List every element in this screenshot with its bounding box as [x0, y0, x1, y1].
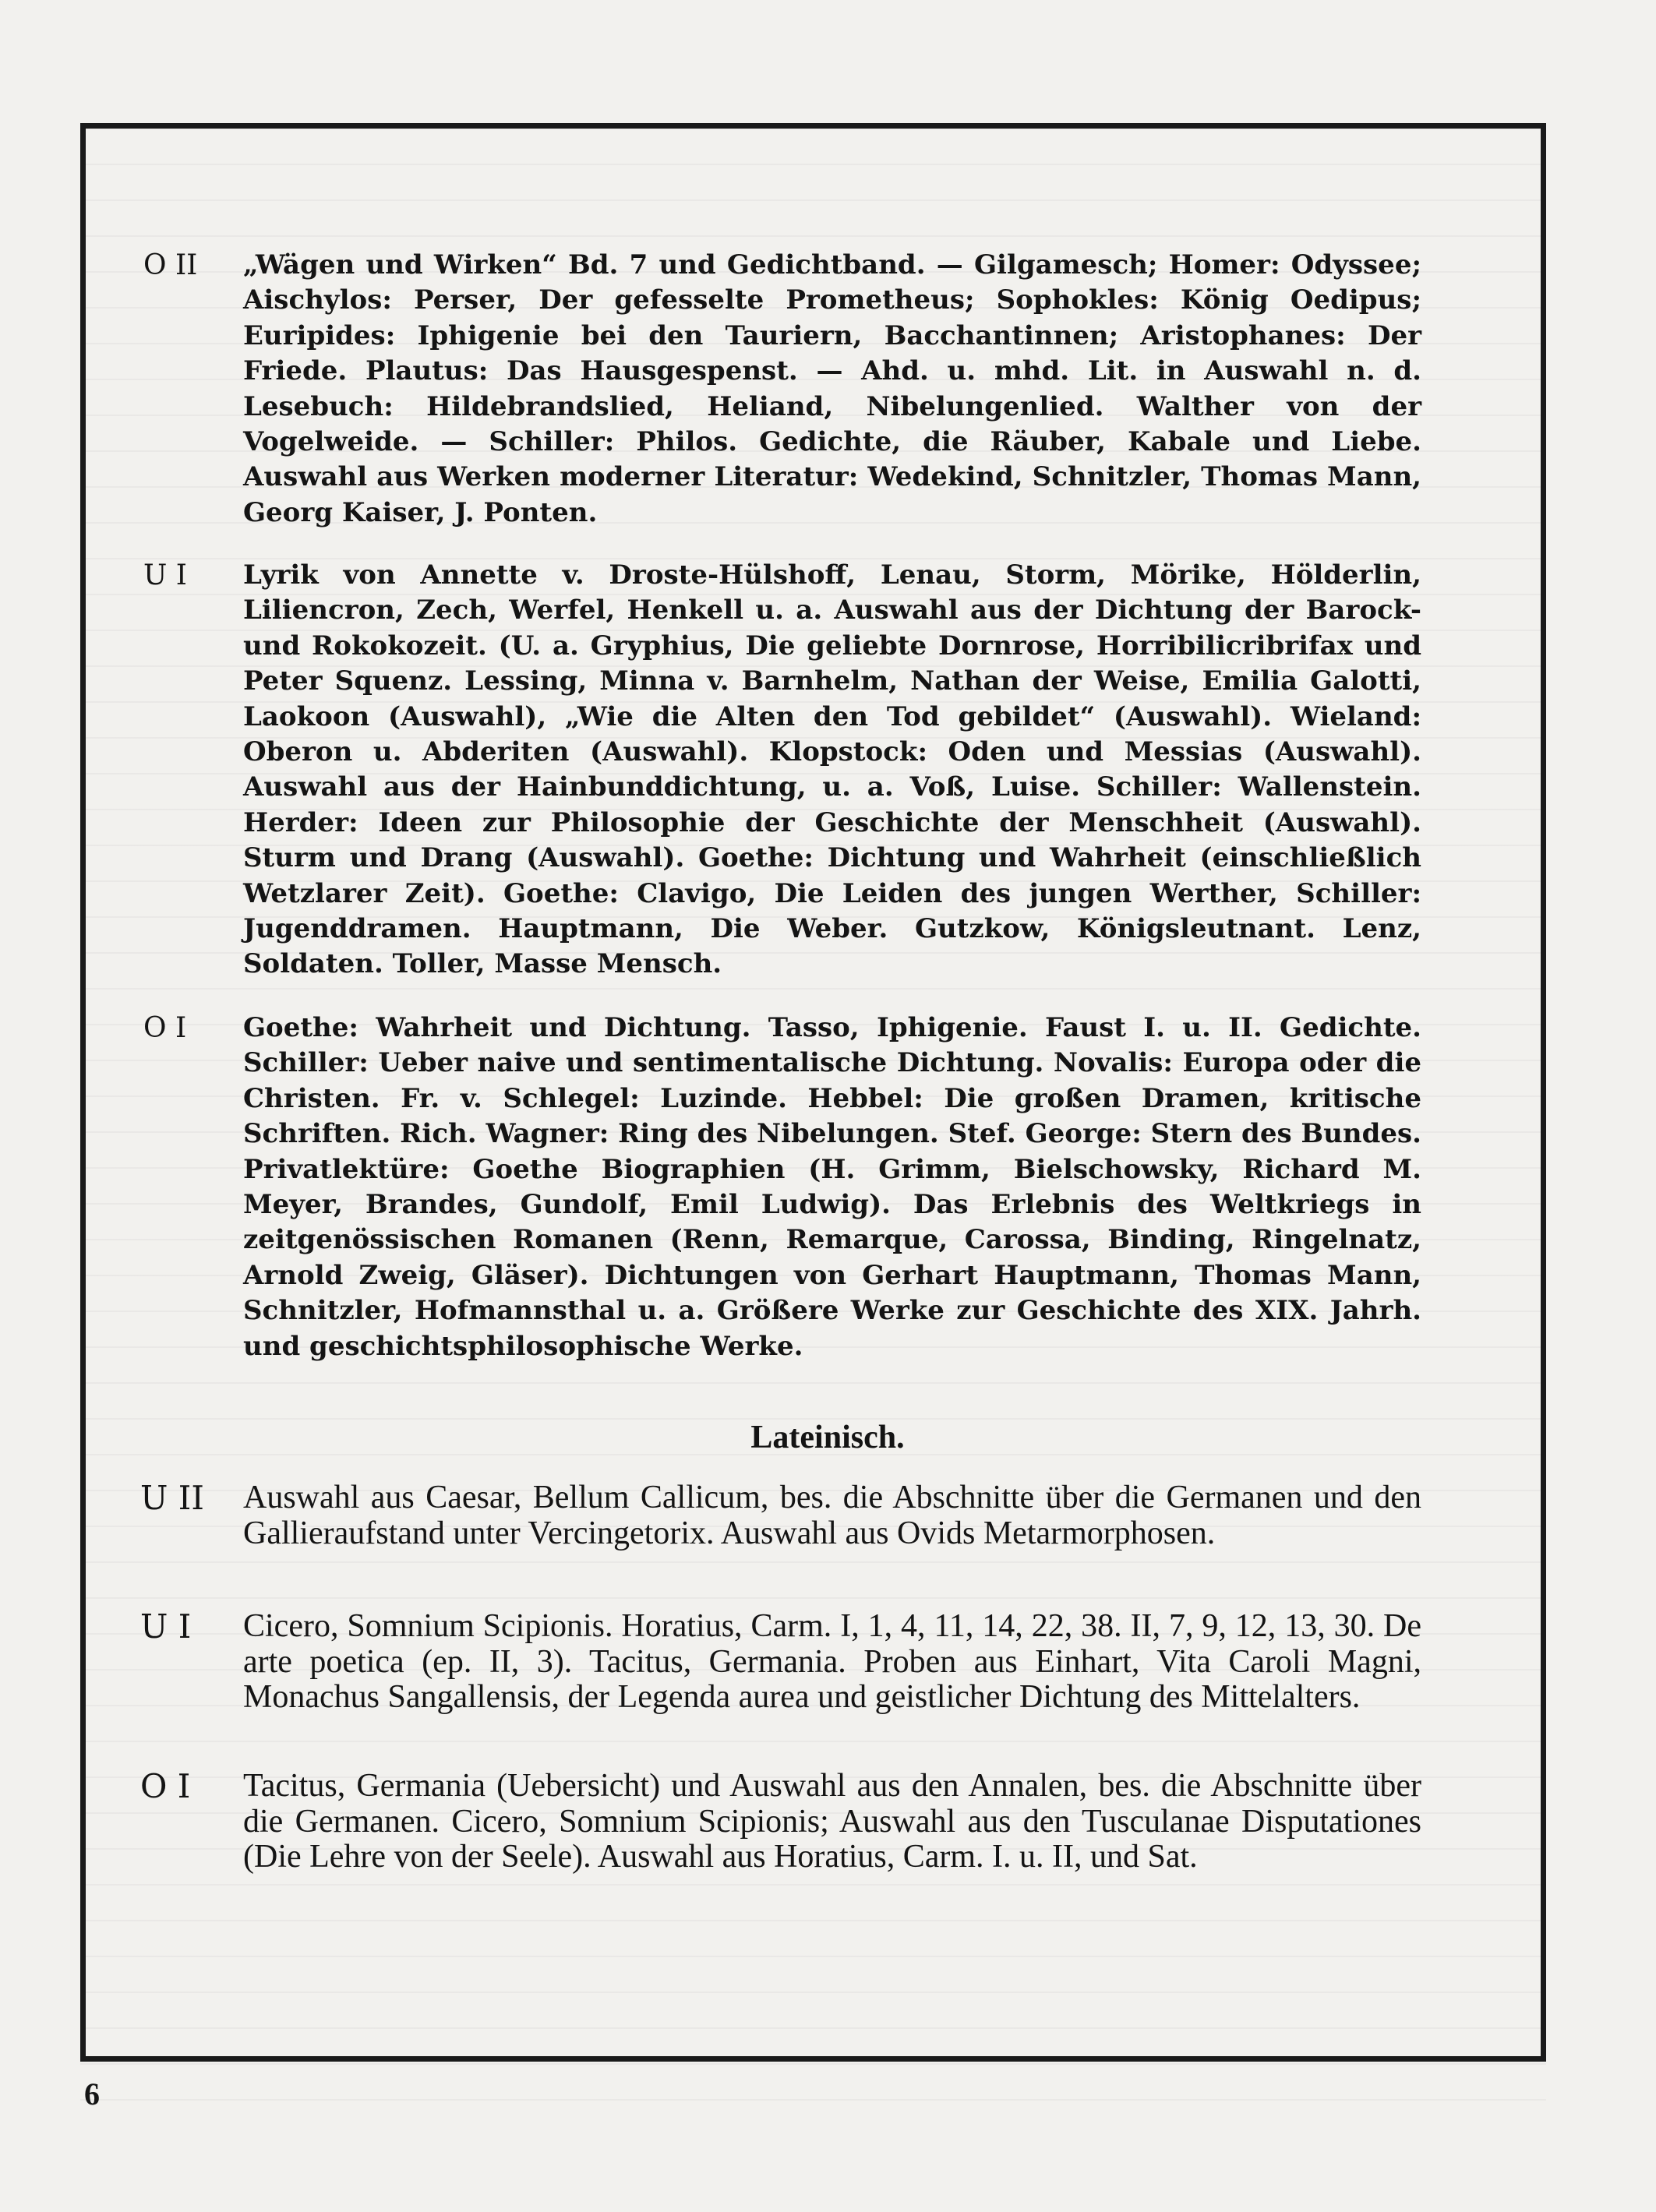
grade-label: O I	[143, 1012, 187, 1044]
reading-list-text: Goethe: Wahrheit und Dichtung. Tasso, Iphigenie. Faust I. u. II. Gedichte. Schiller: Ueber naive und sentimentalische Dichtung. Novalis: Europa oder die Christen. Fr. v. Schlegel: Luzinde. Hebbel: Die großen Dramen, kritische Schriften. Rich. Wagner: Ring des Nibelungen. Stef. George: Stern des Bundes. Privatlektüre: Goethe Biographien (H. Grimm, Bielschowsky, Richard M. Meyer, Brandes, Gundolf, Emil Ludwig). Das Erlebnis des Weltkriegs in zeitgenössischen Romanen (Renn, Remarque, Carossa, Binding, Ringelnatz, Arnold Zweig, Gläser). Dichtungen von Gerhart Hauptmann, Thomas Mann, Schnitzler, Hofmannsthal u. a. Größere Werke zur Geschichte des XIX. Jahrh. und geschichtsphilosophische Werke.	[243, 1012, 1421, 1362]
reading-list-text: „Wägen und Wirken“ Bd. 7 und Gedichtband. — Gilgamesch; Homer: Odyssee; Aischylos: Perser, Der gefesselte Prometheus; Sophokles: König Oedipus; Euripides: Iphigenie bei den Tauriern, Bacchantinnen; Aristophanes: Der Friede. Plautus: Das Hausgespenst. — Ahd. u. mhd. Lit. in Auswahl n. d. Lesebuch: Hildebrandslied, Heliand, Nibelungenlied. Walther von der Vogelweide. — Schiller: Philos. Gedichte, die Räuber, Kabale und Liebe. Auswahl aus Werken moderner Literatur: Wedekind, Schnitzler, Thomas Mann, Georg Kaiser, J. Ponten.	[243, 249, 1421, 528]
reading-list-text: Lyrik von Annette v. Droste-Hülshoff, Lenau, Storm, Mörike, Hölderlin, Liliencron, Zech, Werfel, Henkell u. a. Auswahl aus der Dichtung der Barock- und Rokokozeit. (U. a. Gryphius, Die geliebte Dornrose, Horribilicribrifax und Peter Squenz. Lessing, Minna v. Barnhelm, Nathan der Weise, Emilia Galotti, Laokoon (Auswahl), „Wie die Alten den Tod gebildet“ (Auswahl). Wieland: Oberon u. Abderiten (Auswahl). Klopstock: Oden und Messias (Auswahl). Auswahl aus der Hainbunddichtung, u. a. Voß, Luise. Schiller: Wallenstein. Herder: Ideen zur Philosophie der Geschichte der Menschheit (Auswahl). Sturm und Drang (Auswahl). Goethe: Dichtung und Wahrheit (einschließlich Wetzlarer Zeit). Goethe: Clavigo, Die Leiden des jungen Werther, Schiller: Jugenddramen. Hauptmann, Die Weber. Gutzkow, Königsleutnant. Lenz, Soldaten. Toller, Masse Mensch.	[243, 559, 1421, 980]
german-entry-u-i	[143, 558, 1421, 983]
reading-list-text: Tacitus, Germania (Uebersicht) und Auswahl aus den Annalen, bes. die Abschnitte über die Germanen. Cicero, Somnium Scipionis; Auswahl aus den Tusculanae Disputationes (Die Lehre von der Seele). Auswahl aus Horatius, Carm. I. u. II, und Sat.	[243, 1768, 1421, 1875]
reading-list-text: Auswahl aus Caesar, Bellum Callicum, bes. die Abschnitte über die Germanen und den Gallieraufstand unter Vercingetorix. Auswahl aus Ovids Metarmorphosen.	[243, 1480, 1421, 1551]
reading-list-text: Cicero, Somnium Scipionis. Horatius, Carm. I, 1, 4, 11, 14, 22, 38. II, 7, 9, 12, 13, 30. De arte poetica (ep. II, 3). Tacitus, Germania. Proben aus Einhart, Vita Caroli Magni, Monachus Sangallensis, der Legenda aurea und geistlicher Dichtung des Mittelalters.	[243, 1608, 1421, 1715]
german-entry-o-ii	[143, 248, 1421, 531]
grade-label: U I	[143, 559, 188, 591]
german-entry-o-i	[143, 1011, 1421, 1364]
page-number: 6	[84, 2076, 100, 2111]
grade-label: U II	[140, 1479, 204, 1517]
latin-entry-u-i	[140, 1607, 1421, 1716]
latin-entry-o-i	[140, 1767, 1421, 1875]
grade-label: U I	[140, 1607, 192, 1646]
grade-label: O II	[143, 249, 198, 281]
grade-label: O I	[140, 1767, 191, 1805]
latin-entry-u-ii	[140, 1479, 1421, 1551]
section-heading-latin: Lateinisch.	[750, 1420, 905, 1455]
